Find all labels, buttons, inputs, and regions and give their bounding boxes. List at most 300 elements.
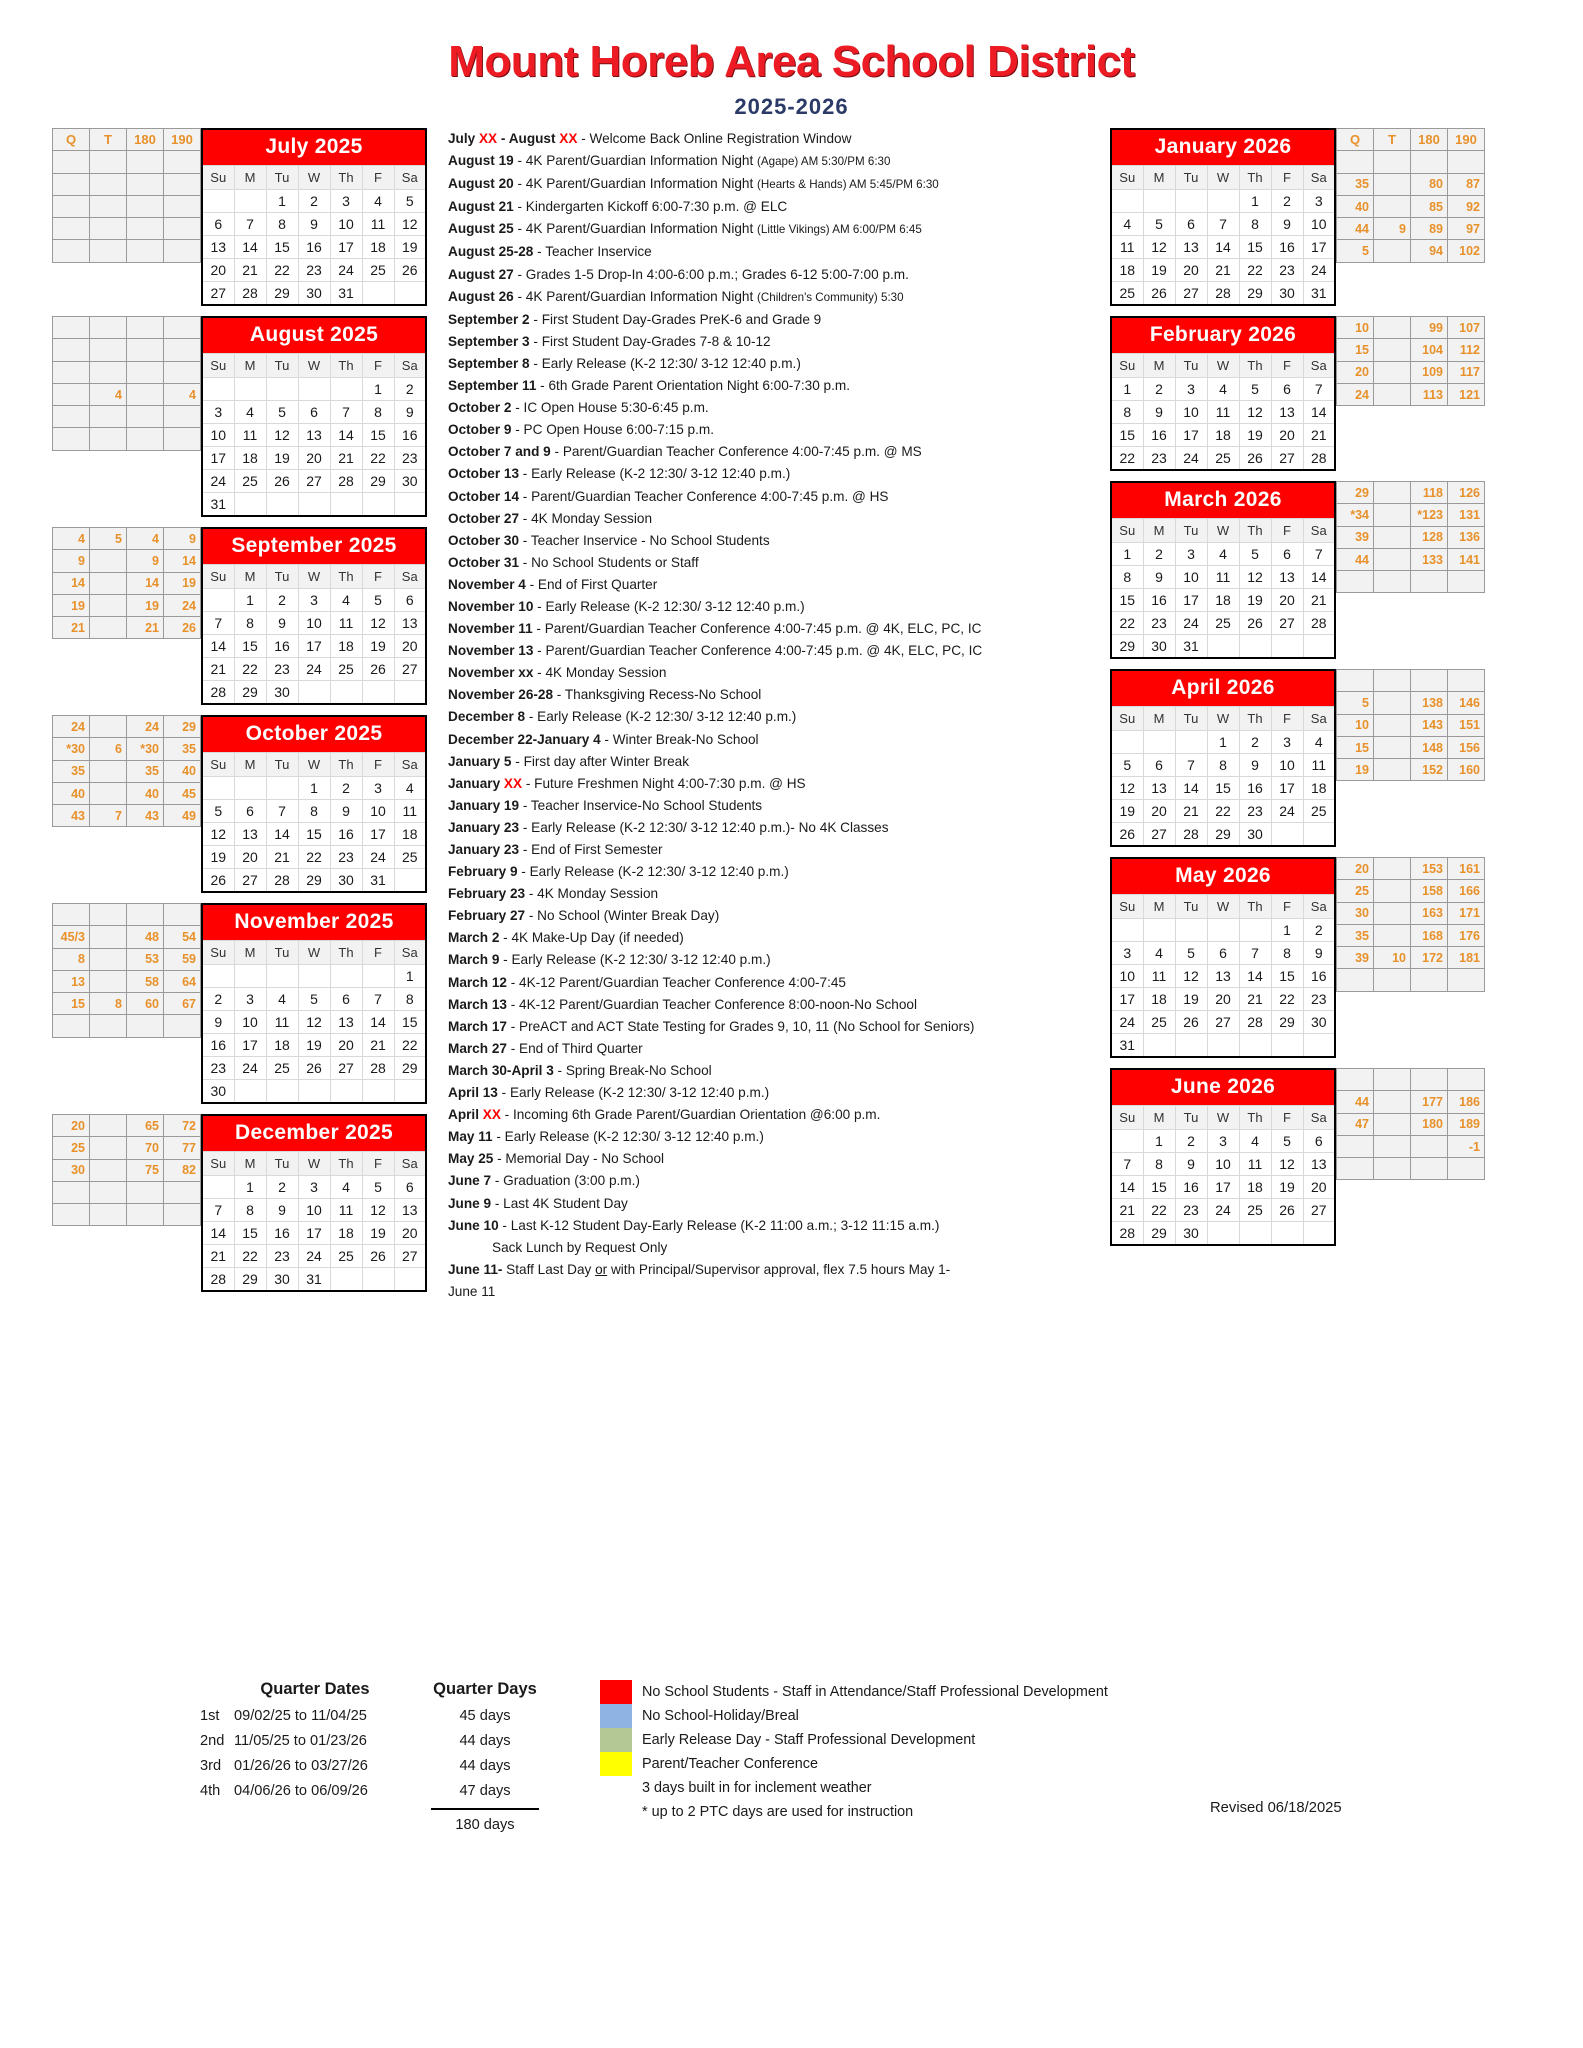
calendar-day-cell[interactable]: 5 (298, 988, 330, 1011)
calendar-day-cell[interactable]: 6 (1271, 378, 1303, 401)
calendar-day-cell[interactable]: 8 (1207, 754, 1239, 777)
calendar-day-cell[interactable]: 17 (234, 1034, 266, 1057)
calendar-day-cell[interactable]: 14 (1175, 777, 1207, 800)
calendar-day-cell[interactable]: 27 (330, 1057, 362, 1080)
calendar-day-cell[interactable]: 21 (1303, 424, 1335, 447)
calendar-day-cell[interactable]: 2 (298, 190, 330, 213)
calendar-day-cell[interactable]: 16 (298, 236, 330, 259)
calendar-day-cell[interactable]: 1 (234, 589, 266, 612)
calendar-day-cell[interactable]: 7 (202, 1199, 234, 1222)
calendar-day-cell[interactable]: 2 (1143, 378, 1175, 401)
calendar-day-cell[interactable]: 9 (202, 1011, 234, 1034)
calendar-day-cell[interactable]: 28 (234, 282, 266, 306)
calendar-day-cell[interactable]: 6 (1143, 754, 1175, 777)
calendar-day-cell[interactable]: 31 (362, 869, 394, 893)
calendar-day-cell[interactable]: 18 (330, 1222, 362, 1245)
calendar-day-cell[interactable]: 13 (1207, 965, 1239, 988)
calendar-day-cell[interactable]: 17 (298, 635, 330, 658)
calendar-day-cell[interactable]: 9 (298, 213, 330, 236)
calendar-day-cell[interactable]: 19 (202, 846, 234, 869)
calendar-day-cell[interactable]: 5 (362, 1176, 394, 1199)
calendar-day-cell[interactable]: 23 (394, 447, 426, 470)
calendar-day-cell[interactable]: 17 (1175, 424, 1207, 447)
calendar-day-cell[interactable]: 15 (1239, 236, 1271, 259)
calendar-day-cell[interactable]: 1 (298, 777, 330, 800)
calendar-day-cell[interactable]: 24 (1111, 1011, 1143, 1034)
calendar-day-cell[interactable]: 5 (1111, 754, 1143, 777)
calendar-day-cell[interactable]: 15 (298, 823, 330, 846)
calendar-day-cell[interactable]: 7 (202, 612, 234, 635)
calendar-day-cell[interactable]: 6 (1207, 942, 1239, 965)
calendar-day-cell[interactable]: 4 (1143, 942, 1175, 965)
calendar-day-cell[interactable]: 4 (330, 589, 362, 612)
calendar-day-cell[interactable]: 10 (1111, 965, 1143, 988)
calendar-day-cell[interactable]: 24 (1303, 259, 1335, 282)
calendar-day-cell[interactable]: 4 (1207, 543, 1239, 566)
calendar-day-cell[interactable]: 13 (298, 424, 330, 447)
calendar-day-cell[interactable]: 11 (1303, 754, 1335, 777)
calendar-day-cell[interactable]: 29 (1239, 282, 1271, 306)
calendar-day-cell[interactable]: 15 (266, 236, 298, 259)
calendar-day-cell[interactable]: 26 (202, 869, 234, 893)
calendar-day-cell[interactable]: 9 (330, 800, 362, 823)
calendar-day-cell[interactable]: 20 (394, 1222, 426, 1245)
calendar-day-cell[interactable]: 8 (234, 1199, 266, 1222)
calendar-day-cell[interactable]: 22 (298, 846, 330, 869)
calendar-day-cell[interactable]: 21 (234, 259, 266, 282)
calendar-day-cell[interactable]: 13 (1271, 401, 1303, 424)
calendar-day-cell[interactable]: 28 (266, 869, 298, 893)
calendar-day-cell[interactable]: 15 (234, 1222, 266, 1245)
calendar-day-cell[interactable]: 6 (394, 589, 426, 612)
calendar-day-cell[interactable]: 6 (234, 800, 266, 823)
calendar-day-cell[interactable]: 21 (1239, 988, 1271, 1011)
calendar-day-cell[interactable]: 18 (330, 635, 362, 658)
calendar-day-cell[interactable]: 23 (1239, 800, 1271, 823)
calendar-day-cell[interactable]: 8 (234, 612, 266, 635)
calendar-day-cell[interactable]: 14 (1239, 965, 1271, 988)
calendar-day-cell[interactable]: 1 (1239, 190, 1271, 213)
calendar-day-cell[interactable]: 22 (1143, 1199, 1175, 1222)
calendar-day-cell[interactable]: 13 (394, 1199, 426, 1222)
calendar-day-cell[interactable]: 6 (298, 401, 330, 424)
calendar-day-cell[interactable]: 25 (234, 470, 266, 493)
calendar-day-cell[interactable]: 4 (362, 190, 394, 213)
calendar-day-cell[interactable]: 22 (1239, 259, 1271, 282)
calendar-day-cell[interactable]: 9 (1271, 213, 1303, 236)
calendar-day-cell[interactable]: 11 (330, 612, 362, 635)
calendar-day-cell[interactable]: 16 (1239, 777, 1271, 800)
calendar-day-cell[interactable]: 29 (234, 1268, 266, 1292)
calendar-day-cell[interactable]: 27 (298, 470, 330, 493)
calendar-day-cell[interactable]: 16 (1303, 965, 1335, 988)
calendar-day-cell[interactable]: 9 (1303, 942, 1335, 965)
calendar-day-cell[interactable]: 19 (1271, 1176, 1303, 1199)
calendar-day-cell[interactable]: 28 (362, 1057, 394, 1080)
calendar-day-cell[interactable]: 5 (1175, 942, 1207, 965)
calendar-day-cell[interactable]: 12 (266, 424, 298, 447)
calendar-day-cell[interactable]: 2 (1239, 731, 1271, 754)
calendar-day-cell[interactable]: 10 (1175, 566, 1207, 589)
calendar-day-cell[interactable]: 10 (362, 800, 394, 823)
calendar-day-cell[interactable]: 22 (234, 658, 266, 681)
calendar-day-cell[interactable]: 30 (1143, 635, 1175, 659)
calendar-day-cell[interactable]: 7 (362, 988, 394, 1011)
calendar-day-cell[interactable]: 18 (1143, 988, 1175, 1011)
calendar-day-cell[interactable]: 18 (234, 447, 266, 470)
calendar-day-cell[interactable]: 8 (298, 800, 330, 823)
calendar-day-cell[interactable]: 15 (362, 424, 394, 447)
calendar-day-cell[interactable]: 15 (234, 635, 266, 658)
calendar-day-cell[interactable]: 19 (1143, 259, 1175, 282)
calendar-day-cell[interactable]: 10 (1303, 213, 1335, 236)
calendar-day-cell[interactable]: 17 (1175, 589, 1207, 612)
calendar-day-cell[interactable]: 21 (362, 1034, 394, 1057)
calendar-day-cell[interactable]: 9 (1239, 754, 1271, 777)
calendar-day-cell[interactable]: 27 (1271, 612, 1303, 635)
calendar-day-cell[interactable]: 28 (202, 681, 234, 705)
calendar-day-cell[interactable]: 2 (266, 1176, 298, 1199)
calendar-day-cell[interactable]: 2 (202, 988, 234, 1011)
calendar-day-cell[interactable]: 27 (1207, 1011, 1239, 1034)
calendar-day-cell[interactable]: 10 (1175, 401, 1207, 424)
calendar-day-cell[interactable]: 18 (1111, 259, 1143, 282)
calendar-day-cell[interactable]: 13 (1271, 566, 1303, 589)
calendar-day-cell[interactable]: 10 (330, 213, 362, 236)
calendar-day-cell[interactable]: 28 (1207, 282, 1239, 306)
calendar-day-cell[interactable]: 17 (330, 236, 362, 259)
calendar-day-cell[interactable]: 7 (1175, 754, 1207, 777)
calendar-day-cell[interactable]: 25 (1143, 1011, 1175, 1034)
calendar-day-cell[interactable]: 28 (1175, 823, 1207, 847)
calendar-day-cell[interactable]: 3 (234, 988, 266, 1011)
calendar-day-cell[interactable]: 13 (202, 236, 234, 259)
calendar-day-cell[interactable]: 13 (330, 1011, 362, 1034)
calendar-day-cell[interactable]: 26 (1239, 447, 1271, 471)
calendar-day-cell[interactable]: 31 (298, 1268, 330, 1292)
calendar-day-cell[interactable]: 4 (1111, 213, 1143, 236)
calendar-day-cell[interactable]: 1 (1111, 543, 1143, 566)
calendar-day-cell[interactable]: 31 (202, 493, 234, 517)
calendar-day-cell[interactable]: 14 (1303, 566, 1335, 589)
calendar-day-cell[interactable]: 31 (1175, 635, 1207, 659)
calendar-day-cell[interactable]: 19 (362, 635, 394, 658)
calendar-day-cell[interactable]: 26 (1271, 1199, 1303, 1222)
calendar-day-cell[interactable]: 11 (330, 1199, 362, 1222)
calendar-day-cell[interactable]: 30 (330, 869, 362, 893)
calendar-day-cell[interactable]: 8 (362, 401, 394, 424)
calendar-day-cell[interactable]: 19 (1111, 800, 1143, 823)
calendar-day-cell[interactable]: 1 (1207, 731, 1239, 754)
calendar-day-cell[interactable]: 28 (202, 1268, 234, 1292)
calendar-day-cell[interactable]: 16 (1271, 236, 1303, 259)
calendar-day-cell[interactable]: 6 (202, 213, 234, 236)
calendar-day-cell[interactable]: 2 (1175, 1130, 1207, 1153)
calendar-day-cell[interactable]: 19 (1239, 589, 1271, 612)
calendar-day-cell[interactable]: 12 (1239, 566, 1271, 589)
calendar-day-cell[interactable]: 6 (1303, 1130, 1335, 1153)
calendar-day-cell[interactable]: 23 (330, 846, 362, 869)
calendar-day-cell[interactable]: 19 (1175, 988, 1207, 1011)
calendar-day-cell[interactable]: 31 (1303, 282, 1335, 306)
calendar-day-cell[interactable]: 6 (330, 988, 362, 1011)
calendar-day-cell[interactable]: 3 (1175, 378, 1207, 401)
calendar-day-cell[interactable]: 3 (362, 777, 394, 800)
calendar-day-cell[interactable]: 26 (298, 1057, 330, 1080)
calendar-day-cell[interactable]: 26 (1239, 612, 1271, 635)
calendar-day-cell[interactable]: 28 (1239, 1011, 1271, 1034)
calendar-day-cell[interactable]: 18 (1207, 424, 1239, 447)
calendar-day-cell[interactable]: 4 (1207, 378, 1239, 401)
calendar-day-cell[interactable]: 16 (394, 424, 426, 447)
calendar-day-cell[interactable]: 7 (266, 800, 298, 823)
calendar-day-cell[interactable]: 11 (1207, 401, 1239, 424)
calendar-day-cell[interactable]: 24 (1207, 1199, 1239, 1222)
calendar-day-cell[interactable]: 30 (1239, 823, 1271, 847)
calendar-day-cell[interactable]: 20 (202, 259, 234, 282)
calendar-day-cell[interactable]: 24 (1271, 800, 1303, 823)
calendar-day-cell[interactable]: 16 (202, 1034, 234, 1057)
calendar-day-cell[interactable]: 22 (266, 259, 298, 282)
calendar-day-cell[interactable]: 20 (330, 1034, 362, 1057)
calendar-day-cell[interactable]: 24 (330, 259, 362, 282)
calendar-day-cell[interactable]: 18 (1239, 1176, 1271, 1199)
calendar-day-cell[interactable]: 14 (234, 236, 266, 259)
calendar-day-cell[interactable]: 2 (266, 589, 298, 612)
calendar-day-cell[interactable]: 25 (1207, 447, 1239, 471)
calendar-day-cell[interactable]: 11 (266, 1011, 298, 1034)
calendar-day-cell[interactable]: 23 (1175, 1199, 1207, 1222)
calendar-day-cell[interactable]: 24 (298, 658, 330, 681)
calendar-day-cell[interactable]: 23 (266, 1245, 298, 1268)
calendar-day-cell[interactable]: 23 (1271, 259, 1303, 282)
calendar-day-cell[interactable]: 2 (1143, 543, 1175, 566)
calendar-day-cell[interactable]: 3 (202, 401, 234, 424)
calendar-day-cell[interactable]: 29 (266, 282, 298, 306)
calendar-day-cell[interactable]: 22 (1111, 447, 1143, 471)
calendar-day-cell[interactable]: 9 (266, 612, 298, 635)
calendar-day-cell[interactable]: 10 (298, 1199, 330, 1222)
calendar-day-cell[interactable]: 27 (394, 658, 426, 681)
calendar-day-cell[interactable]: 1 (1111, 378, 1143, 401)
calendar-day-cell[interactable]: 12 (1111, 777, 1143, 800)
calendar-day-cell[interactable]: 25 (362, 259, 394, 282)
calendar-day-cell[interactable]: 20 (298, 447, 330, 470)
calendar-day-cell[interactable]: 21 (202, 1245, 234, 1268)
calendar-day-cell[interactable]: 26 (394, 259, 426, 282)
calendar-day-cell[interactable]: 30 (298, 282, 330, 306)
calendar-day-cell[interactable]: 30 (1303, 1011, 1335, 1034)
calendar-day-cell[interactable]: 4 (234, 401, 266, 424)
calendar-day-cell[interactable]: 19 (1239, 424, 1271, 447)
calendar-day-cell[interactable]: 24 (202, 470, 234, 493)
calendar-day-cell[interactable]: 11 (1111, 236, 1143, 259)
calendar-day-cell[interactable]: 22 (1111, 612, 1143, 635)
calendar-day-cell[interactable]: 5 (394, 190, 426, 213)
calendar-day-cell[interactable]: 20 (394, 635, 426, 658)
calendar-day-cell[interactable]: 17 (1111, 988, 1143, 1011)
calendar-day-cell[interactable]: 14 (1111, 1176, 1143, 1199)
calendar-day-cell[interactable]: 4 (1303, 731, 1335, 754)
calendar-day-cell[interactable]: 20 (234, 846, 266, 869)
calendar-day-cell[interactable]: 3 (1207, 1130, 1239, 1153)
calendar-day-cell[interactable]: 24 (362, 846, 394, 869)
calendar-day-cell[interactable]: 19 (298, 1034, 330, 1057)
calendar-day-cell[interactable]: 20 (1303, 1176, 1335, 1199)
calendar-day-cell[interactable]: 5 (1271, 1130, 1303, 1153)
calendar-day-cell[interactable]: 14 (266, 823, 298, 846)
calendar-day-cell[interactable]: 29 (298, 869, 330, 893)
calendar-day-cell[interactable]: 6 (1175, 213, 1207, 236)
calendar-day-cell[interactable]: 16 (330, 823, 362, 846)
calendar-day-cell[interactable]: 15 (394, 1011, 426, 1034)
calendar-day-cell[interactable]: 22 (394, 1034, 426, 1057)
calendar-day-cell[interactable]: 16 (1143, 589, 1175, 612)
calendar-day-cell[interactable]: 21 (1175, 800, 1207, 823)
calendar-day-cell[interactable]: 10 (234, 1011, 266, 1034)
calendar-day-cell[interactable]: 23 (202, 1057, 234, 1080)
calendar-day-cell[interactable]: 14 (202, 635, 234, 658)
calendar-day-cell[interactable]: 8 (1239, 213, 1271, 236)
calendar-day-cell[interactable]: 4 (1239, 1130, 1271, 1153)
calendar-day-cell[interactable]: 3 (298, 1176, 330, 1199)
calendar-day-cell[interactable]: 26 (1111, 823, 1143, 847)
calendar-day-cell[interactable]: 10 (1207, 1153, 1239, 1176)
calendar-day-cell[interactable]: 22 (234, 1245, 266, 1268)
calendar-day-cell[interactable]: 11 (362, 213, 394, 236)
calendar-day-cell[interactable]: 2 (1303, 919, 1335, 942)
calendar-day-cell[interactable]: 12 (298, 1011, 330, 1034)
calendar-day-cell[interactable]: 23 (1143, 612, 1175, 635)
calendar-day-cell[interactable]: 28 (1303, 447, 1335, 471)
calendar-day-cell[interactable]: 2 (330, 777, 362, 800)
calendar-day-cell[interactable]: 19 (394, 236, 426, 259)
calendar-day-cell[interactable]: 5 (1239, 378, 1271, 401)
calendar-day-cell[interactable]: 23 (298, 259, 330, 282)
calendar-day-cell[interactable]: 18 (1303, 777, 1335, 800)
calendar-day-cell[interactable]: 30 (1271, 282, 1303, 306)
calendar-day-cell[interactable]: 12 (394, 213, 426, 236)
calendar-day-cell[interactable]: 3 (298, 589, 330, 612)
calendar-day-cell[interactable]: 15 (1271, 965, 1303, 988)
calendar-day-cell[interactable]: 1 (1271, 919, 1303, 942)
calendar-day-cell[interactable]: 1 (362, 378, 394, 401)
calendar-day-cell[interactable]: 23 (266, 658, 298, 681)
calendar-day-cell[interactable]: 20 (1271, 589, 1303, 612)
calendar-day-cell[interactable]: 16 (266, 635, 298, 658)
calendar-day-cell[interactable]: 25 (330, 1245, 362, 1268)
calendar-day-cell[interactable]: 16 (1143, 424, 1175, 447)
calendar-day-cell[interactable]: 15 (1111, 589, 1143, 612)
calendar-day-cell[interactable]: 13 (1143, 777, 1175, 800)
calendar-day-cell[interactable]: 7 (234, 213, 266, 236)
calendar-day-cell[interactable]: 5 (362, 589, 394, 612)
calendar-day-cell[interactable]: 13 (1175, 236, 1207, 259)
calendar-day-cell[interactable]: 19 (266, 447, 298, 470)
calendar-day-cell[interactable]: 7 (1207, 213, 1239, 236)
calendar-day-cell[interactable]: 5 (266, 401, 298, 424)
calendar-day-cell[interactable]: 21 (266, 846, 298, 869)
calendar-day-cell[interactable]: 27 (1303, 1199, 1335, 1222)
calendar-day-cell[interactable]: 7 (1303, 543, 1335, 566)
calendar-day-cell[interactable]: 18 (266, 1034, 298, 1057)
calendar-day-cell[interactable]: 25 (1207, 612, 1239, 635)
calendar-day-cell[interactable]: 25 (1303, 800, 1335, 823)
calendar-day-cell[interactable]: 22 (1207, 800, 1239, 823)
calendar-day-cell[interactable]: 29 (234, 681, 266, 705)
calendar-day-cell[interactable]: 24 (1175, 447, 1207, 471)
calendar-day-cell[interactable]: 6 (1271, 543, 1303, 566)
calendar-day-cell[interactable]: 26 (362, 1245, 394, 1268)
calendar-day-cell[interactable]: 18 (1207, 589, 1239, 612)
calendar-day-cell[interactable]: 17 (298, 1222, 330, 1245)
calendar-day-cell[interactable]: 8 (1271, 942, 1303, 965)
calendar-day-cell[interactable]: 4 (330, 1176, 362, 1199)
calendar-day-cell[interactable]: 8 (1111, 566, 1143, 589)
calendar-day-cell[interactable]: 18 (362, 236, 394, 259)
calendar-day-cell[interactable]: 7 (1303, 378, 1335, 401)
calendar-day-cell[interactable]: 11 (1143, 965, 1175, 988)
calendar-day-cell[interactable]: 12 (1175, 965, 1207, 988)
calendar-day-cell[interactable]: 21 (1207, 259, 1239, 282)
calendar-day-cell[interactable]: 21 (330, 447, 362, 470)
calendar-day-cell[interactable]: 10 (298, 612, 330, 635)
calendar-day-cell[interactable]: 9 (394, 401, 426, 424)
calendar-day-cell[interactable]: 6 (394, 1176, 426, 1199)
calendar-day-cell[interactable]: 17 (1303, 236, 1335, 259)
calendar-day-cell[interactable]: 27 (1271, 447, 1303, 471)
calendar-day-cell[interactable]: 12 (362, 1199, 394, 1222)
calendar-day-cell[interactable]: 20 (1175, 259, 1207, 282)
calendar-day-cell[interactable]: 30 (266, 681, 298, 705)
calendar-day-cell[interactable]: 16 (1175, 1176, 1207, 1199)
calendar-day-cell[interactable]: 19 (362, 1222, 394, 1245)
calendar-day-cell[interactable]: 29 (1207, 823, 1239, 847)
calendar-day-cell[interactable]: 27 (1143, 823, 1175, 847)
calendar-day-cell[interactable]: 25 (394, 846, 426, 869)
calendar-day-cell[interactable]: 26 (362, 658, 394, 681)
calendar-day-cell[interactable]: 22 (1271, 988, 1303, 1011)
calendar-day-cell[interactable]: 4 (394, 777, 426, 800)
calendar-day-cell[interactable]: 10 (202, 424, 234, 447)
calendar-day-cell[interactable]: 8 (266, 213, 298, 236)
calendar-day-cell[interactable]: 13 (1303, 1153, 1335, 1176)
calendar-day-cell[interactable]: 14 (1207, 236, 1239, 259)
calendar-day-cell[interactable]: 27 (394, 1245, 426, 1268)
calendar-day-cell[interactable]: 25 (330, 658, 362, 681)
calendar-day-cell[interactable]: 20 (1207, 988, 1239, 1011)
calendar-day-cell[interactable]: 31 (1111, 1034, 1143, 1058)
calendar-day-cell[interactable]: 7 (330, 401, 362, 424)
calendar-day-cell[interactable]: 17 (202, 447, 234, 470)
calendar-day-cell[interactable]: 27 (234, 869, 266, 893)
calendar-day-cell[interactable]: 3 (1111, 942, 1143, 965)
calendar-day-cell[interactable]: 9 (1143, 401, 1175, 424)
calendar-day-cell[interactable]: 28 (1111, 1222, 1143, 1246)
calendar-day-cell[interactable]: 14 (202, 1222, 234, 1245)
calendar-day-cell[interactable]: 26 (266, 470, 298, 493)
calendar-day-cell[interactable]: 16 (266, 1222, 298, 1245)
calendar-day-cell[interactable]: 27 (202, 282, 234, 306)
calendar-day-cell[interactable]: 17 (362, 823, 394, 846)
calendar-day-cell[interactable]: 18 (394, 823, 426, 846)
calendar-day-cell[interactable]: 15 (1111, 424, 1143, 447)
calendar-day-cell[interactable]: 12 (362, 612, 394, 635)
calendar-day-cell[interactable]: 1 (234, 1176, 266, 1199)
calendar-day-cell[interactable]: 20 (1143, 800, 1175, 823)
calendar-day-cell[interactable]: 9 (1143, 566, 1175, 589)
calendar-day-cell[interactable]: 11 (394, 800, 426, 823)
